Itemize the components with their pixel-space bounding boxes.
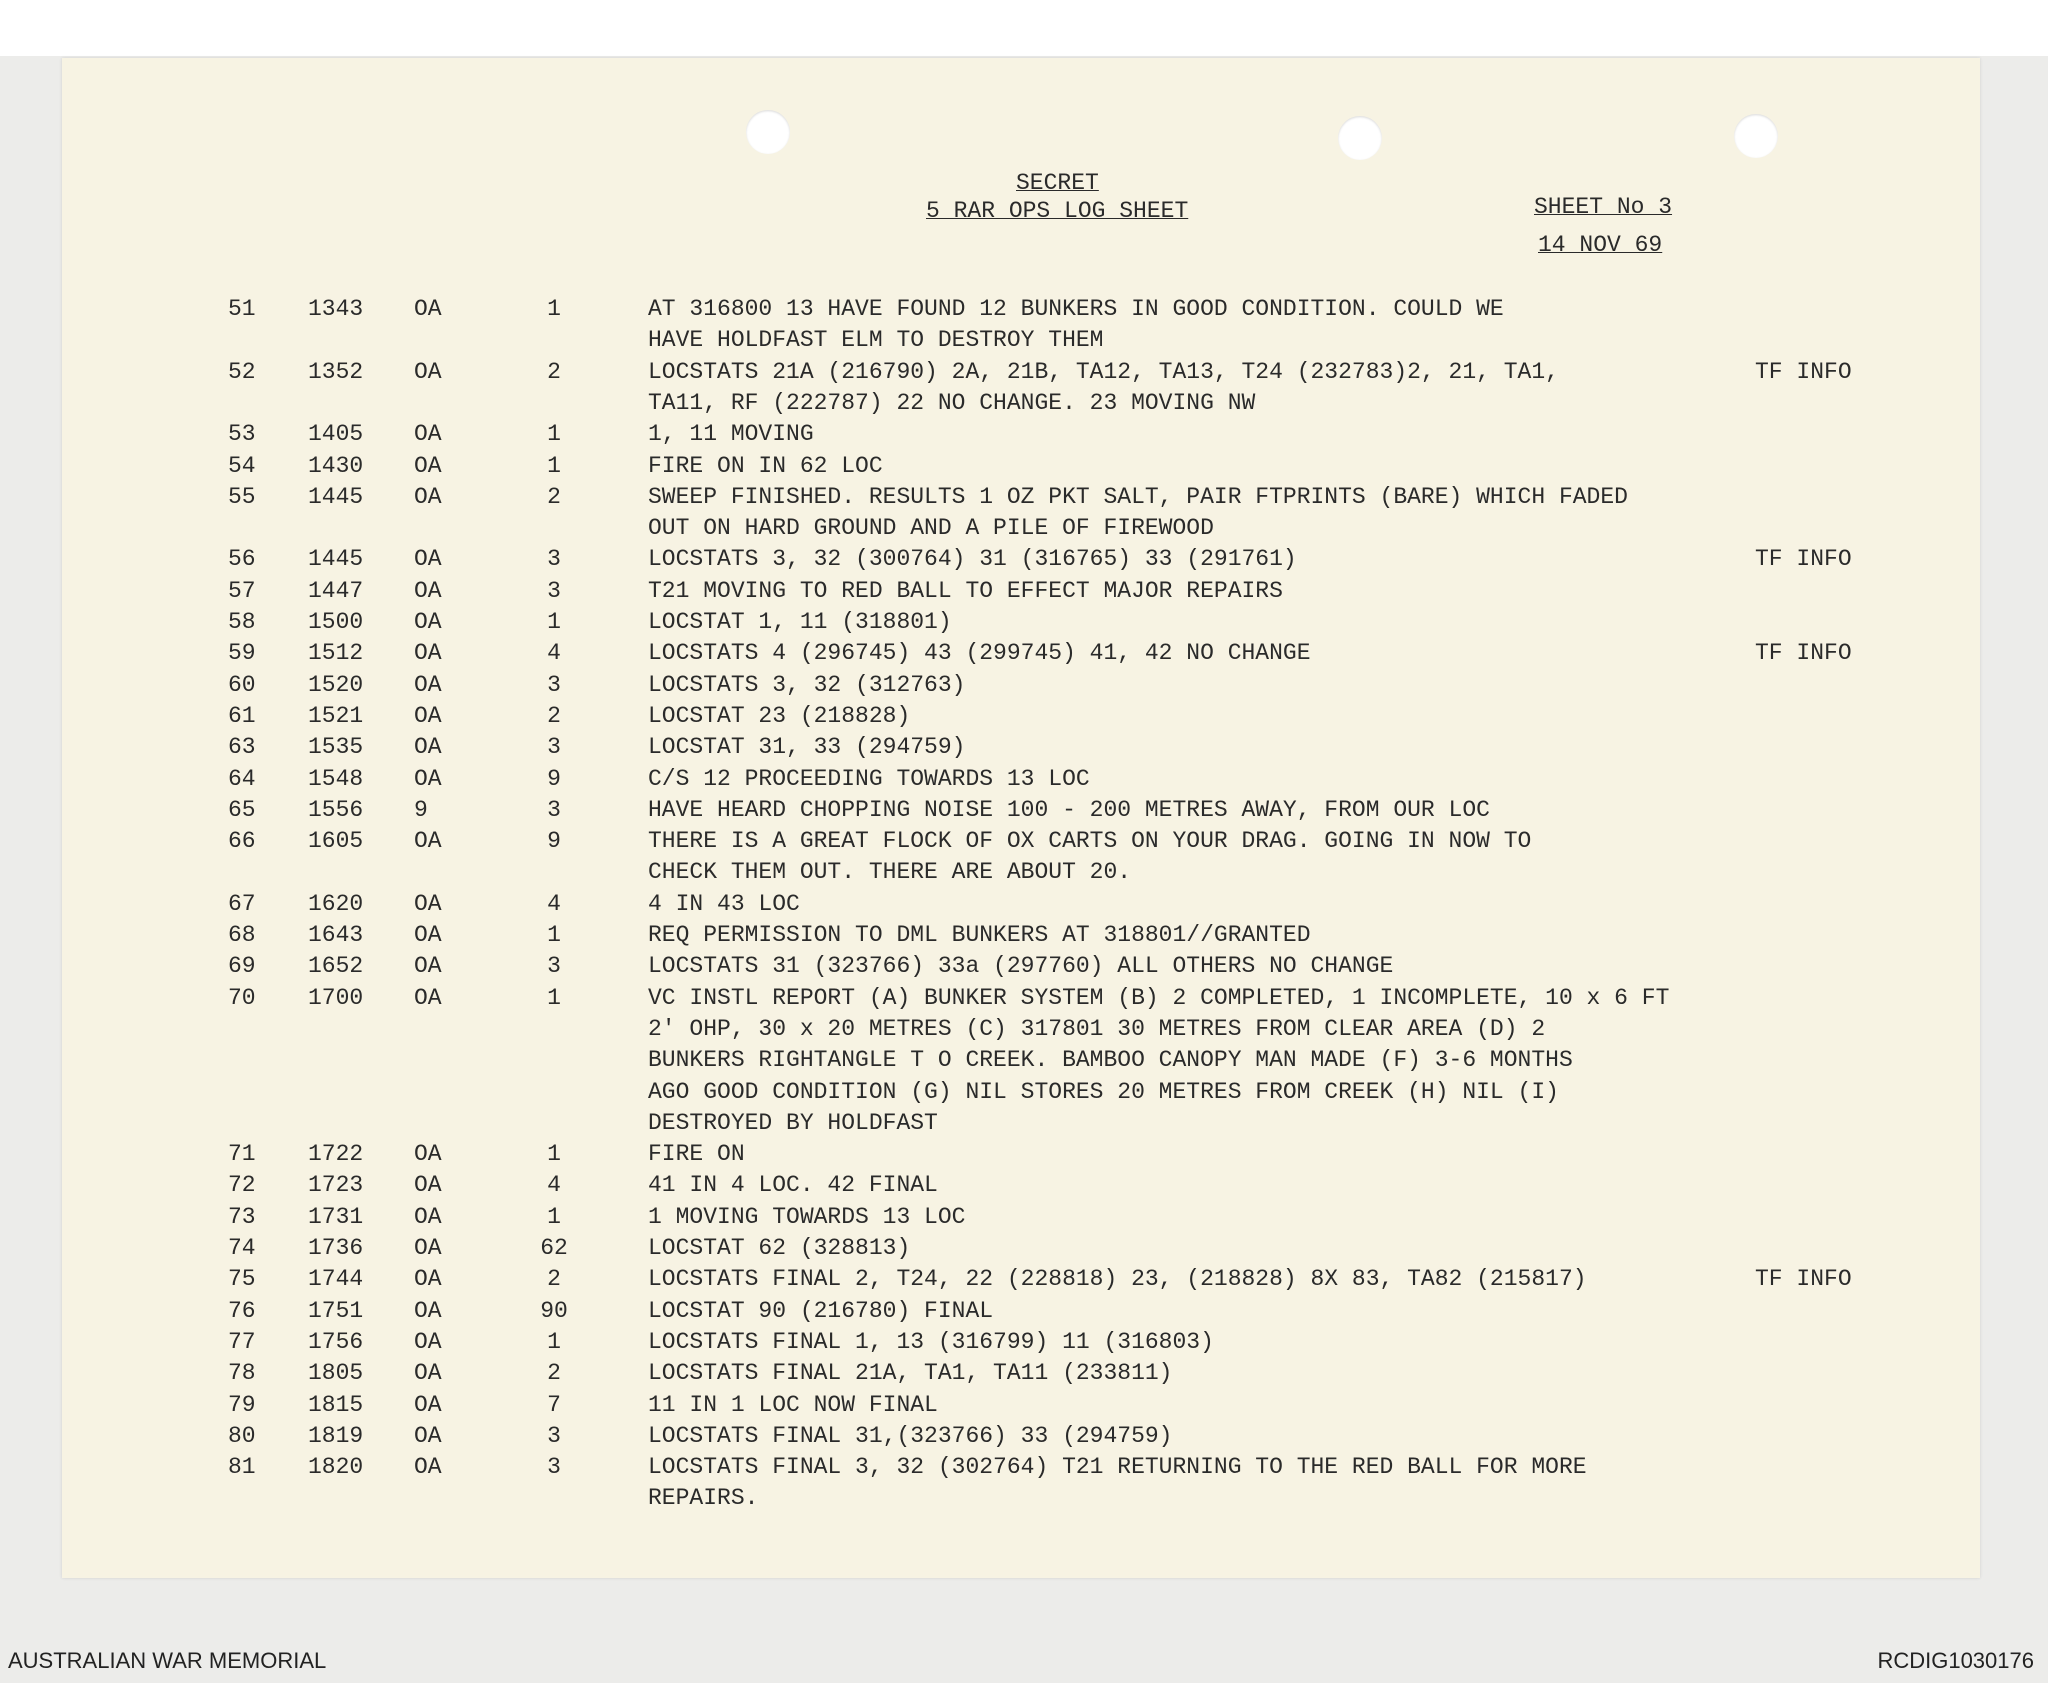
- entry-from: OA: [414, 765, 442, 792]
- entry-time: 1815: [308, 1391, 364, 1418]
- entry-action: TF INFO: [1755, 640, 1852, 667]
- entry-event: LOCSTAT 1, 11 (318801): [648, 609, 952, 635]
- entry-time: 1445: [308, 546, 364, 573]
- entry-time: 1343: [308, 296, 364, 322]
- entry-to: 90: [540, 1297, 568, 1324]
- entry-to: 1: [547, 984, 561, 1011]
- entry-event: 11 IN 1 LOC NOW FINAL: [648, 1391, 938, 1418]
- log-entry: [62, 359, 1980, 389]
- entry-action: TF INFO: [1755, 546, 1852, 573]
- serial-number: 75: [228, 1266, 256, 1293]
- serial-number: 77: [228, 1328, 256, 1355]
- entry-time: 1548: [308, 765, 364, 792]
- entry-to: 2: [547, 483, 561, 510]
- entry-event: LOCSTATS 3, 32 (300764) 31 (316765) 33 (291761): [648, 546, 1297, 573]
- entry-to: 1: [547, 452, 561, 479]
- serial-number: 63: [228, 734, 256, 761]
- entry-to: 7: [547, 1391, 561, 1418]
- entry-event: FIRE ON IN 62 LOC: [648, 452, 883, 479]
- log-entry: [62, 609, 1980, 639]
- serial-number: 66: [228, 828, 256, 855]
- log-entry: [62, 703, 1980, 733]
- entry-event-continuation: REPAIRS.: [648, 1485, 759, 1512]
- serial-number: 64: [228, 765, 256, 792]
- entry-to: 4: [547, 1172, 561, 1199]
- entry-time: 1535: [308, 734, 364, 761]
- entry-event: 1 MOVING TOWARDS 13 LOC: [648, 1203, 966, 1230]
- entry-from: OA: [414, 953, 442, 980]
- entry-to: 4: [547, 890, 561, 917]
- entry-time: 1700: [308, 984, 364, 1011]
- log-entry: [62, 766, 1980, 796]
- entry-time: 1352: [308, 358, 364, 385]
- log-entry: [62, 1266, 1980, 1296]
- entry-to: 2: [547, 1266, 561, 1293]
- log-title: 5 RAR OPS LOG SHEET: [926, 198, 1189, 224]
- entry-time: 1643: [308, 922, 364, 948]
- entry-from: OA: [414, 358, 442, 385]
- entry-time: 1512: [308, 640, 364, 667]
- entry-from: OA: [414, 1454, 442, 1481]
- log-entry: [62, 828, 1980, 858]
- log-entry: [62, 453, 1980, 483]
- entry-time: 1521: [308, 702, 364, 729]
- entry-event-continuation: BUNKERS RIGHTANGLE T O CREEK. BAMBOO CANOPY MAN MADE (F) 3-6 MONTHS: [648, 1047, 1573, 1074]
- sheet-number: SHEET No 3: [1534, 194, 1673, 220]
- entry-time: 1445: [308, 483, 364, 510]
- entry-from: OA: [414, 1235, 442, 1261]
- log-entry: [62, 1423, 1980, 1453]
- entry-event: C/S 12 PROCEEDING TOWARDS 13 LOC: [648, 765, 1090, 792]
- entry-event-continuation: HAVE HOLDFAST ELM TO DESTROY THEM: [648, 327, 1104, 354]
- serial-number: 71: [228, 1141, 256, 1168]
- entry-time: 1405: [308, 421, 364, 448]
- entry-event: LOCSTAT 90 (216780) FINAL: [648, 1297, 994, 1324]
- entry-from: OA: [414, 1266, 442, 1293]
- entry-from: OA: [414, 421, 442, 448]
- serial-number: 81: [228, 1454, 256, 1481]
- entry-to: 2: [547, 358, 561, 385]
- log-entry: [62, 1454, 1980, 1484]
- entry-event-continuation: 2' OHP, 30 x 20 METRES (C) 317801 30 METRES FROM CLEAR AREA (D) 2: [648, 1015, 1546, 1042]
- log-entry: [62, 296, 1980, 326]
- entry-event-continuation: CHECK THEM OUT. THERE ARE ABOUT 20.: [648, 859, 1132, 886]
- serial-number: 69: [228, 953, 256, 980]
- log-entry: [62, 797, 1980, 827]
- entry-event-continuation: OUT ON HARD GROUND AND A PILE OF FIREWOOD: [648, 515, 1214, 542]
- serial-number: 76: [228, 1297, 256, 1324]
- entry-to: 1: [547, 296, 561, 322]
- entry-event: LOCSTAT 62 (328813): [648, 1235, 911, 1261]
- log-entry: [62, 953, 1980, 983]
- serial-number: 72: [228, 1172, 256, 1199]
- entry-event: LOCSTATS 4 (296745) 43 (299745) 41, 42 NO CHANGE: [648, 640, 1311, 667]
- entry-to: 3: [547, 546, 561, 573]
- log-entry: [62, 1172, 1980, 1202]
- entry-from: OA: [414, 609, 442, 635]
- log-date: 14 NOV 69: [1538, 232, 1663, 258]
- entry-to: 1: [547, 1141, 561, 1168]
- classification-header: SECRET: [1016, 170, 1099, 196]
- entry-time: 1556: [308, 796, 364, 823]
- entry-event: LOCSTATS FINAL 2, T24, 22 (228818) 23, (218828) 8X 83, TA82 (215817): [648, 1266, 1587, 1293]
- log-entry: [62, 922, 1980, 952]
- entry-event: FIRE ON: [648, 1141, 745, 1168]
- entry-to: 2: [547, 1360, 561, 1387]
- log-entry: [62, 1298, 1980, 1328]
- entry-to: 2: [547, 702, 561, 729]
- footer-record-id: RCDIG1030176: [1877, 1648, 2034, 1673]
- entry-time: 1723: [308, 1172, 364, 1199]
- log-entry: [62, 1329, 1980, 1359]
- serial-number: 56: [228, 546, 256, 573]
- entry-time: 1620: [308, 890, 364, 917]
- entry-from: OA: [414, 1141, 442, 1168]
- log-entry: [62, 985, 1980, 1015]
- entry-from: OA: [414, 1391, 442, 1418]
- punch-hole: [1734, 114, 1778, 158]
- entry-time: 1652: [308, 953, 364, 980]
- log-entry: [62, 1141, 1980, 1171]
- serial-number: 58: [228, 609, 256, 635]
- entry-event: HAVE HEARD CHOPPING NOISE 100 - 200 METRES AWAY, FROM OUR LOC: [648, 796, 1490, 823]
- entry-time: 1736: [308, 1235, 364, 1261]
- entry-event: T21 MOVING TO RED BALL TO EFFECT MAJOR REPAIRS: [648, 577, 1283, 604]
- entry-from: OA: [414, 1203, 442, 1230]
- entry-event: LOCSTATS FINAL 3, 32 (302764) T21 RETURNING TO THE RED BALL FOR MORE: [648, 1454, 1587, 1481]
- entry-time: 1756: [308, 1328, 364, 1355]
- entry-to: 3: [547, 796, 561, 823]
- entry-event: LOCSTATS 21A (216790) 2A, 21B, TA12, TA13, T24 (232783)2, 21, TA1,: [648, 358, 1559, 385]
- serial-number: 60: [228, 671, 256, 698]
- log-entry: [62, 672, 1980, 702]
- entry-to: 1: [547, 922, 561, 948]
- entry-to: 3: [547, 1422, 561, 1449]
- serial-number: 65: [228, 796, 256, 823]
- entry-to: 1: [547, 1203, 561, 1230]
- footer-source: AUSTRALIAN WAR MEMORIAL: [8, 1648, 327, 1673]
- log-entry: [62, 1360, 1980, 1390]
- entry-time: 1819: [308, 1422, 364, 1449]
- log-entry: [62, 421, 1980, 451]
- serial-number: 70: [228, 984, 256, 1011]
- entry-time: 1820: [308, 1454, 364, 1481]
- entry-to: 3: [547, 671, 561, 698]
- entry-event: SWEEP FINISHED. RESULTS 1 OZ PKT SALT, PAIR FTPRINTS (BARE) WHICH FADED: [648, 483, 1628, 510]
- entry-event: 1, 11 MOVING: [648, 421, 814, 448]
- entry-to: 1: [547, 421, 561, 448]
- serial-number: 51: [228, 296, 256, 322]
- entry-action: TF INFO: [1755, 358, 1852, 385]
- entry-event-continuation: DESTROYED BY HOLDFAST: [648, 1109, 938, 1136]
- serial-number: 53: [228, 421, 256, 448]
- entry-to: 3: [547, 577, 561, 604]
- entry-to: 9: [547, 765, 561, 792]
- entry-from: OA: [414, 984, 442, 1011]
- entry-to: 3: [547, 734, 561, 761]
- entry-to: 62: [540, 1235, 568, 1261]
- entry-event: AT 316800 13 HAVE FOUND 12 BUNKERS IN GOOD CONDITION. COULD WE: [648, 296, 1504, 322]
- entry-to: 4: [547, 640, 561, 667]
- log-entry: [62, 891, 1980, 921]
- entry-action: TF INFO: [1755, 1266, 1852, 1293]
- serial-number: 59: [228, 640, 256, 667]
- entry-event-continuation: TA11, RF (222787) 22 NO CHANGE. 23 MOVING NW: [648, 389, 1256, 416]
- serial-number: 67: [228, 890, 256, 917]
- entry-from: OA: [414, 1360, 442, 1387]
- entry-from: OA: [414, 640, 442, 667]
- serial-number: 74: [228, 1235, 256, 1261]
- page-top-strip: [0, 0, 2048, 56]
- entry-time: 1447: [308, 577, 364, 604]
- serial-number: 73: [228, 1203, 256, 1230]
- entry-time: 1744: [308, 1266, 364, 1293]
- entry-from: OA: [414, 702, 442, 729]
- entry-time: 1731: [308, 1203, 364, 1230]
- entry-from: OA: [414, 483, 442, 510]
- entry-to: 9: [547, 828, 561, 855]
- entry-from: OA: [414, 734, 442, 761]
- entry-event: LOCSTATS FINAL 21A, TA1, TA11 (233811): [648, 1360, 1173, 1387]
- entry-event: LOCSTATS FINAL 1, 13 (316799) 11 (316803): [648, 1328, 1214, 1355]
- entry-time: 1430: [308, 452, 364, 479]
- entry-event: LOCSTAT 23 (218828): [648, 702, 911, 729]
- serial-number: 61: [228, 702, 256, 729]
- serial-number: 80: [228, 1422, 256, 1449]
- entry-event: 4 IN 43 LOC: [648, 890, 800, 917]
- entry-event: VC INSTL REPORT (A) BUNKER SYSTEM (B) 2 COMPLETED, 1 INCOMPLETE, 10 x 6 FT: [648, 984, 1670, 1011]
- serial-number: 54: [228, 452, 256, 479]
- entry-time: 1722: [308, 1141, 364, 1168]
- entry-time: 1605: [308, 828, 364, 855]
- entry-from: 9: [414, 796, 428, 823]
- entry-from: OA: [414, 1297, 442, 1324]
- serial-number: 68: [228, 922, 256, 948]
- entry-from: OA: [414, 546, 442, 573]
- entry-event-continuation: AGO GOOD CONDITION (G) NIL STORES 20 METRES FROM CREEK (H) NIL (I): [648, 1078, 1559, 1105]
- log-entry: [62, 484, 1980, 514]
- log-entry: [62, 640, 1980, 670]
- serial-number: 57: [228, 577, 256, 604]
- entry-from: OA: [414, 577, 442, 604]
- entry-from: OA: [414, 890, 442, 917]
- serial-number: 55: [228, 483, 256, 510]
- log-sheet: [62, 58, 1980, 1578]
- entry-to: 1: [547, 1328, 561, 1355]
- entry-from: OA: [414, 671, 442, 698]
- entry-to: 3: [547, 953, 561, 980]
- entry-time: 1805: [308, 1360, 364, 1387]
- serial-number: 52: [228, 358, 256, 385]
- entry-from: OA: [414, 922, 442, 948]
- entry-event: LOCSTAT 31, 33 (294759): [648, 734, 966, 761]
- entry-time: 1520: [308, 671, 364, 698]
- entry-from: OA: [414, 1172, 442, 1199]
- entry-event: LOCSTATS 31 (323766) 33a (297760) ALL OTHERS NO CHANGE: [648, 953, 1394, 980]
- entry-to: 3: [547, 1454, 561, 1481]
- entry-time: 1500: [308, 609, 364, 635]
- log-entry: [62, 1235, 1980, 1265]
- punch-hole: [1338, 116, 1382, 160]
- entry-from: OA: [414, 296, 442, 322]
- log-entry: [62, 578, 1980, 608]
- entry-event: REQ PERMISSION TO DML BUNKERS AT 318801//GRANTED: [648, 922, 1311, 948]
- serial-number: 79: [228, 1391, 256, 1418]
- log-entry: [62, 1204, 1980, 1234]
- entry-from: OA: [414, 452, 442, 479]
- entry-from: OA: [414, 828, 442, 855]
- entry-to: 1: [547, 609, 561, 635]
- entry-time: 1751: [308, 1297, 364, 1324]
- log-entry: [62, 1392, 1980, 1422]
- serial-number: 78: [228, 1360, 256, 1387]
- entry-event: LOCSTATS 3, 32 (312763): [648, 671, 966, 698]
- punch-hole: [746, 110, 790, 154]
- entry-event: THERE IS A GREAT FLOCK OF OX CARTS ON YOUR DRAG. GOING IN NOW TO: [648, 828, 1532, 855]
- entry-event: LOCSTATS FINAL 31,(323766) 33 (294759): [648, 1422, 1173, 1449]
- log-entry: [62, 734, 1980, 764]
- entry-from: OA: [414, 1422, 442, 1449]
- entry-from: OA: [414, 1328, 442, 1355]
- entry-event: 41 IN 4 LOC. 42 FINAL: [648, 1172, 938, 1199]
- log-entry: [62, 546, 1980, 576]
